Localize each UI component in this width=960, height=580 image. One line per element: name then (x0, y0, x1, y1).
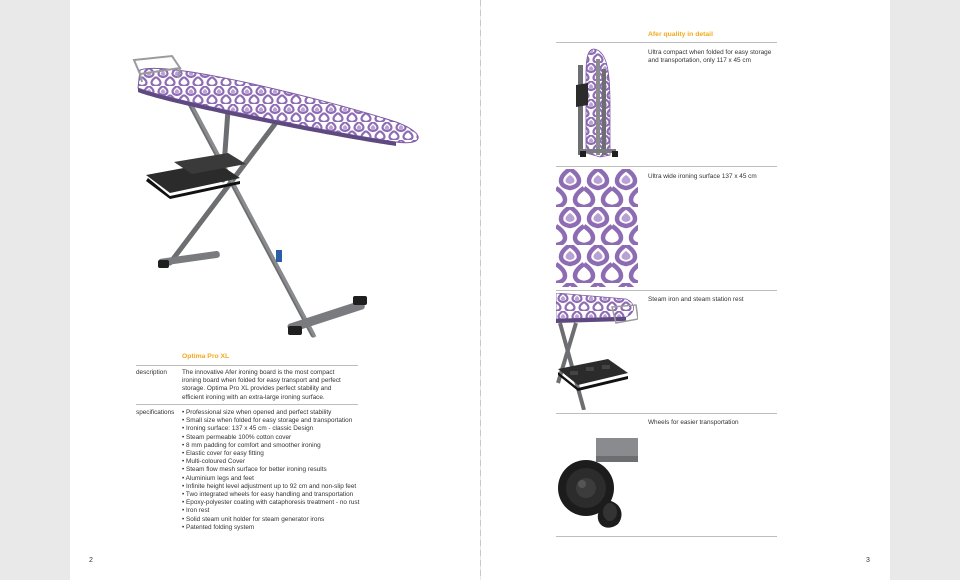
wheel-image (556, 416, 638, 533)
spec-item: • Professional size when opened and perfect stability (182, 409, 382, 417)
product-title: Optima Pro XL (182, 353, 230, 360)
page-number: 3 (866, 557, 870, 564)
cover-pattern-image (556, 169, 638, 287)
divider (136, 365, 358, 366)
page-number: 2 (89, 557, 93, 564)
iron-rest-image (556, 293, 638, 410)
specifications-label: specifications (136, 409, 175, 416)
folded-board-image (556, 45, 638, 163)
divider (556, 42, 777, 43)
section-title: Afer quality in detail (648, 31, 713, 38)
spec-item: • Small size when folded for easy storage and transportation (182, 417, 382, 425)
ironing-board-image (128, 50, 428, 350)
spec-item: • Aluminium legs and feet (182, 475, 382, 483)
spec-item: • Patented folding system (182, 524, 382, 532)
spec-item: • 8 mm padding for comfort and smoother ironing (182, 442, 382, 450)
detail-caption: Ultra compact when folded for easy storage and transportation, only 117 x 45 cm (648, 49, 772, 65)
divider (556, 536, 777, 537)
spec-item: • Epoxy-polyester coating with cataphoresis treatment - no rust (182, 499, 382, 507)
spec-item: • Steam flow mesh surface for better ironing results (182, 466, 382, 474)
page-fold (480, 0, 481, 580)
specifications-list (182, 409, 382, 532)
spec-item: • Ironing surface: 137 x 45 cm - classic Design (182, 425, 382, 433)
detail-caption: Wheels for easier transportation (648, 419, 739, 426)
divider (556, 166, 777, 167)
divider (556, 290, 777, 291)
spec-item: • Multi-coloured Cover (182, 458, 382, 466)
divider (136, 404, 358, 405)
description-text: The innovative Afer ironing board is the most compact ironing board when folded for easy transport and perfect storage. Optima Pro XL provides perfect stability and efficient ironing with an extra-large ironing surface. (182, 369, 341, 401)
description-label: description (136, 369, 167, 376)
spec-item: • Two integrated wheels for easy handling and transportation (182, 491, 382, 499)
divider (556, 413, 777, 414)
spec-item: • Steam permeable 100% cotton cover (182, 434, 382, 442)
spec-item: • Solid steam unit holder for steam generator irons (182, 516, 382, 524)
spec-item: • Infinite height level adjustment up to 92 cm and non-slip feet (182, 483, 382, 491)
detail-caption: Ultra wide ironing surface 137 x 45 cm (648, 173, 757, 180)
spec-item: • Iron rest (182, 507, 382, 515)
detail-caption: Steam iron and steam station rest (648, 296, 744, 303)
spec-item: • Elastic cover for easy fitting (182, 450, 382, 458)
